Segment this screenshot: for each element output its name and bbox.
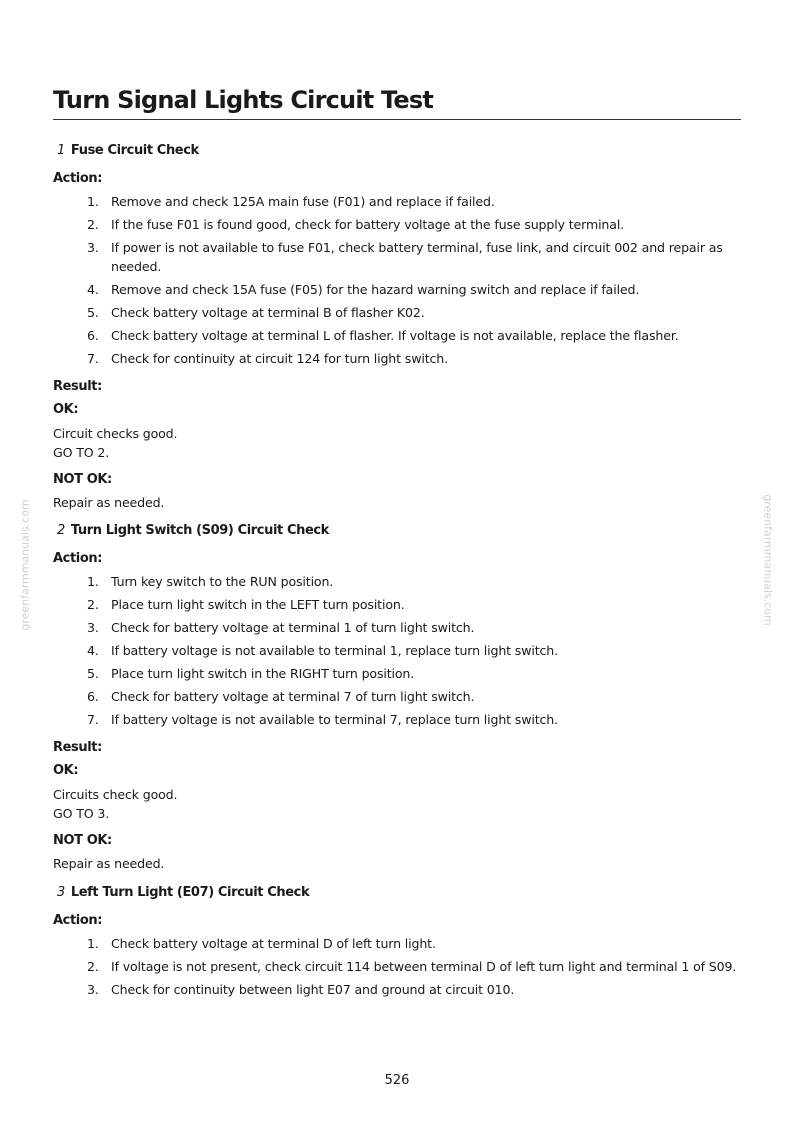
watermark-right: greenfarmmanuals.com (761, 494, 775, 626)
list-item: 3. Check for continuity between light E07 and ground at circuit 010. (87, 982, 515, 997)
step-3-heading (53, 884, 741, 908)
watermark-left: greenfarmmanuals.com (18, 499, 32, 631)
step-1-goto: GO TO 2. (53, 445, 110, 460)
step-1-notok-label: NOT OK: (53, 472, 112, 487)
step-1-heading (53, 142, 741, 166)
step-2-action-list (53, 572, 741, 729)
list-item: 6. Check for battery voltage at terminal 7 of turn light switch. (87, 689, 475, 704)
step-3-number: 3 (57, 885, 65, 900)
step-2-result-label: Result: (53, 740, 102, 755)
list-item: 2. If the fuse F01 is found good, check for battery voltage at the fuse supply terminal. (87, 217, 625, 232)
step-2-ok-label: OK: (53, 763, 79, 778)
list-item: 3. Check for battery voltage at terminal 1 of turn light switch. (87, 620, 475, 635)
list-item: 4. If battery voltage is not available to terminal 1, replace turn light switch. (87, 643, 558, 658)
page-title: Turn Signal Lights Circuit Test (53, 86, 741, 120)
list-item: 2. If voltage is not present, check circuit 114 between terminal D of left turn light and terminal 1 of S09. (87, 959, 737, 974)
step-3-section (53, 884, 741, 1003)
step-1-number: 1 (57, 143, 65, 158)
step-2-notok-label: NOT OK: (53, 833, 112, 848)
step-1-result-label: Result: (53, 379, 102, 394)
step-1-action-label: Action: (53, 171, 103, 186)
list-item: 7. If battery voltage is not available to terminal 7, replace turn light switch. (87, 712, 558, 727)
list-item: 1. Check battery voltage at terminal D of left turn light. (87, 936, 436, 951)
step-3-action-label: Action: (53, 913, 103, 928)
list-item: 1. Remove and check 125A main fuse (F01) and replace if failed. (87, 194, 495, 209)
list-item: 7. Check for continuity at circuit 124 for turn light switch. (87, 351, 448, 366)
step-1-ok-label: OK: (53, 402, 79, 417)
step-3-title: Left Turn Light (E07) Circuit Check (70, 885, 310, 900)
list-item: 6. Check battery voltage at terminal L of flasher. If voltage is not available, replace the flasher. (87, 328, 679, 343)
step-2-section (53, 522, 741, 873)
step-2-goto: GO TO 3. (53, 806, 110, 821)
page-number: 526 (384, 1073, 410, 1088)
list-item: 5. Check battery voltage at terminal B of flasher K02. (87, 305, 425, 320)
step-2-action-label: Action: (53, 551, 103, 566)
step-1-ok-text: Circuit checks good. (53, 426, 178, 441)
step-1-notok-text: Repair as needed. (53, 495, 165, 510)
step-1-title: Fuse Circuit Check (70, 143, 199, 158)
list-item: 4. Remove and check 15A fuse (F05) for the hazard warning switch and replace if failed. (87, 282, 640, 297)
step-2-notok-text: Repair as needed. (53, 856, 165, 871)
list-item: 1. Turn key switch to the RUN position. (87, 574, 334, 589)
step-2-ok-text: Circuits check good. (53, 787, 178, 802)
step-1-action-list (53, 192, 741, 368)
list-item: 2. Place turn light switch in the LEFT turn position. (87, 597, 405, 612)
step-3-action-list (53, 934, 741, 999)
step-2-title: Turn Light Switch (S09) Circuit Check (70, 523, 329, 538)
step-2-number: 2 (57, 523, 65, 538)
list-item: 3. If power is not available to fuse F01, check battery terminal, fuse link, and circuit 002 and repair as needed. (87, 240, 723, 274)
step-1-section (53, 142, 741, 512)
step-2-heading (53, 522, 741, 546)
list-item: 5. Place turn light switch in the RIGHT turn position. (87, 666, 415, 681)
